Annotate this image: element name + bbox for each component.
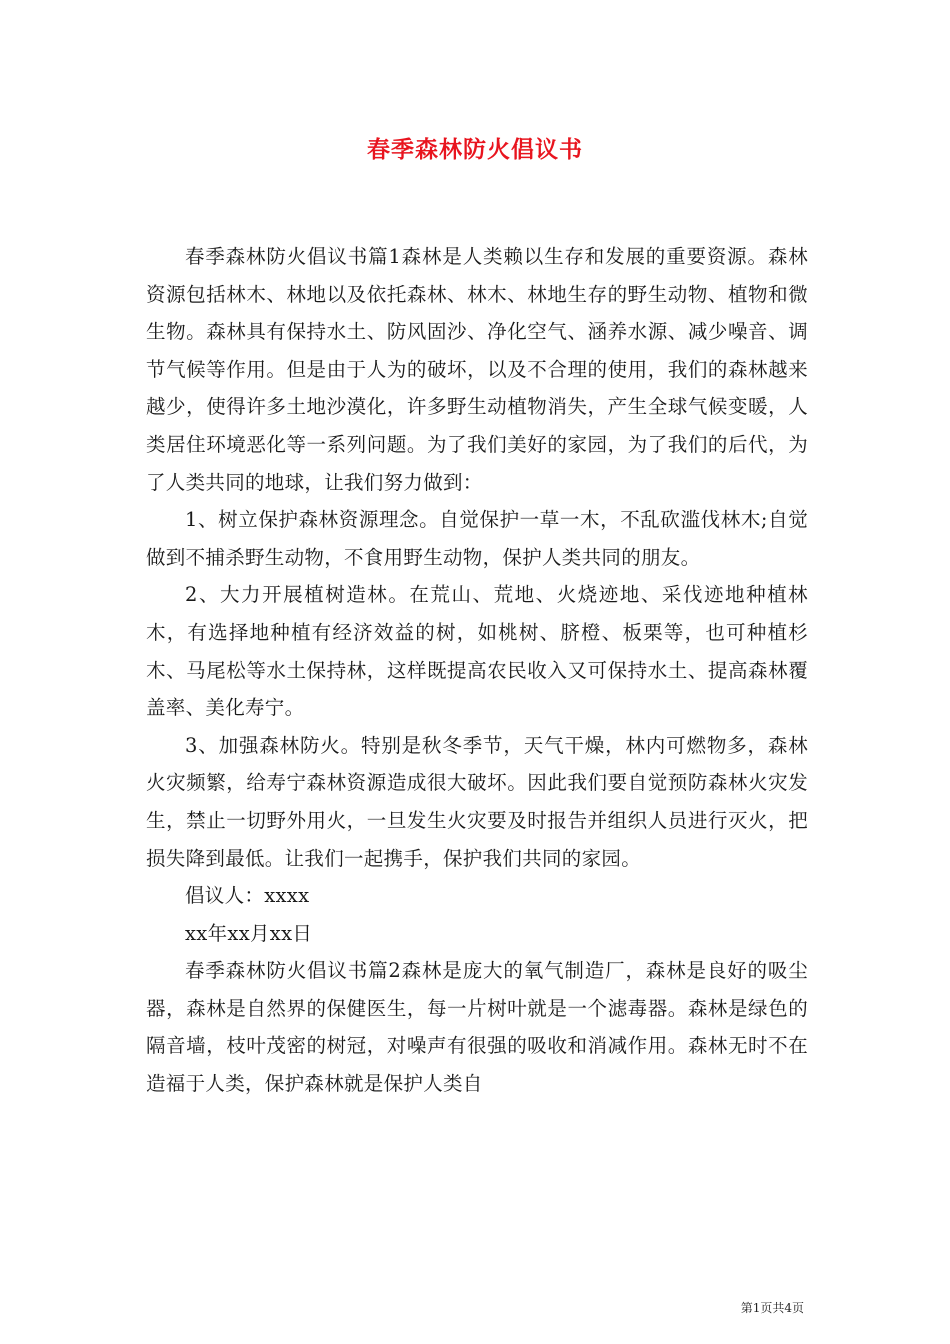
- paragraph-item-2: 2、大力开展植树造林。在荒山、荒地、火烧迹地、采伐迹地种植林木，有选择地种植有经济效益的树，如桃树、脐橙、板栗等，也可种植杉木、马尾松等水土保持林，这样既提高农民收入又可保持水土、提高森林覆盖率、美化寿宁。: [146, 583, 808, 720]
- document-title: 春季森林防火倡议书: [367, 136, 583, 163]
- document-body: [146, 238, 808, 1103]
- paragraph-item-1: 1、树立保护森林资源理念。自觉保护一草一木，不乱砍滥伐林木;自觉做到不捕杀野生动物，不食用野生动物，保护人类共同的朋友。: [146, 508, 808, 569]
- paragraph-part-2: 春季森林防火倡议书篇2森林是庞大的氧气制造厂，森林是良好的吸尘器，森林是自然界的保健医生，每一片树叶就是一个滤毒器。森林是绿色的隔音墙，枝叶茂密的树冠，对噪声有很强的吸收和消减作用。森林无时不在造福于人类，保护森林就是保护人类自: [146, 959, 808, 1096]
- paragraph-intro: 春季森林防火倡议书篇1森林是人类赖以生存和发展的重要资源。森林资源包括林木、林地以及依托森林、林木、林地生存的野生动物、植物和微生物。森林具有保持水土、防风固沙、净化空气、涵养水源、减少噪音、调节气候等作用。但是由于人为的破坏，以及不合理的使用，我们的森林越来越少，使得许多土地沙漠化，许多野生动植物消失，产生全球气候变暖，人类居住环境恶化等一系列问题。为了我们美好的家园，为了我们的后代，为了人类共同的地球，让我们努力做到：: [146, 245, 808, 494]
- signature-line: 倡议人：xxxx: [185, 884, 310, 908]
- paragraph-item-3: 3、加强森林防火。特别是秋冬季节，天气干燥，林内可燃物多，森林火灾频繁，给寿宁森林资源造成很大破坏。因此我们要自觉预防森林火灾发生，禁止一切野外用火，一旦发生火灾要及时报告并组织人员进行灭火，把损失降到最低。让我们一起携手，保护我们共同的家园。: [146, 733, 808, 870]
- date-line: xx年xx月xx日: [185, 921, 313, 945]
- page-number-footer: 第1页共4页: [740, 1301, 804, 1315]
